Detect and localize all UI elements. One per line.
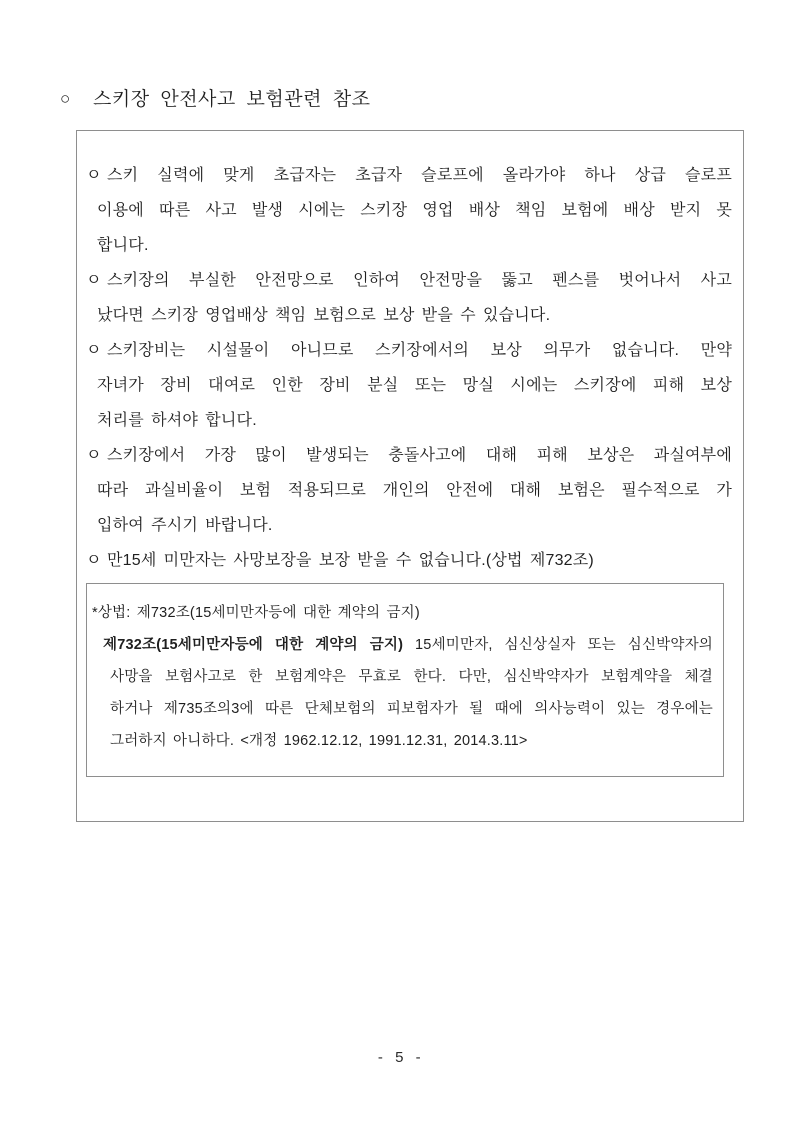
bullet-line: [86, 438, 732, 473]
note-article-line: 그러하지 아니하다. <개정 1962.12.12, 1991.12.31, 2014.3.11>: [110, 733, 528, 749]
note-article-line: 사망을 보험사고로 한 보험계약은 무효로 한다. 다만, 심신박약자가 보험계약을 체결: [110, 669, 713, 685]
bullet-text: 스키장의 부실한 안전망으로 인하여 안전망을 뚫고 펜스를 벗어나서 사고: [107, 272, 732, 289]
page-title-text: 스키장 안전사고 보험관련 참조: [93, 89, 371, 110]
content-box: [76, 130, 744, 822]
bullet-text: 스키장비는 시설물이 아니므로 스키장에서의 보상 의무가 없습니다. 만약: [107, 342, 732, 359]
bullet-marker: ㅇ: [86, 552, 102, 569]
law-note-box: [86, 583, 724, 777]
bullet-marker: ㅇ: [86, 447, 102, 464]
bullet-line: 났다면 스키장 영업배상 책임 보험으로 보상 받을 수 있습니다.: [97, 307, 551, 324]
bullet-list: [86, 158, 732, 578]
page-number: - 5 -: [377, 1049, 423, 1066]
note-article-text: 15세미만자, 심신상실자 또는 심신박약자의: [415, 637, 713, 653]
note-article-line: [92, 629, 713, 661]
note-article-bold: 제732조(15세미만자등에 대한 계약의 금지): [103, 637, 404, 653]
bullet-line: 자녀가 장비 대여로 인한 장비 분실 또는 망실 시에는 스키장에 피해 보상: [97, 377, 732, 394]
bullet-line: 합니다.: [97, 237, 149, 254]
bullet-marker: ㅇ: [86, 342, 102, 359]
bullet-text: 스키장에서 가장 많이 발생되는 충돌사고에 대해 피해 보상은 과실여부에: [107, 447, 732, 464]
bullet-marker: ㅇ: [86, 167, 102, 184]
bullet-line: [86, 158, 732, 193]
bullet-line: 입하여 주시기 바랍니다.: [97, 517, 273, 534]
note-heading: *상법: 제732조(15세미만자등에 대한 계약의 금지): [92, 605, 420, 621]
bullet-line: [86, 263, 732, 298]
bullet-line: 따라 과실비율이 보험 적용되므로 개인의 안전에 대해 보험은 필수적으로 가: [97, 482, 732, 499]
bullet-marker: ㅇ: [86, 272, 102, 289]
bullet-line: [86, 543, 732, 578]
note-article: [92, 629, 713, 757]
page-title: [60, 84, 370, 111]
bullet-text: 스키 실력에 맞게 초급자는 초급자 슬로프에 올라가야 하나 상급 슬로프: [107, 167, 732, 184]
note-article-line: 하거나 제735조의3에 따른 단체보험의 피보험자가 될 때에 의사능력이 있는 경우에는: [110, 701, 713, 717]
bullet-line: 이용에 따른 사고 발생 시에는 스키장 영업 배상 책임 보험에 배상 받지 못: [97, 202, 732, 219]
bullet-line: [86, 333, 732, 368]
title-circle-marker: ○: [60, 89, 71, 108]
bullet-line: 처리를 하셔야 합니다.: [97, 412, 257, 429]
bullet-text: 만15세 미만자는 사망보장을 보장 받을 수 없습니다.(상법 제732조): [107, 552, 594, 569]
